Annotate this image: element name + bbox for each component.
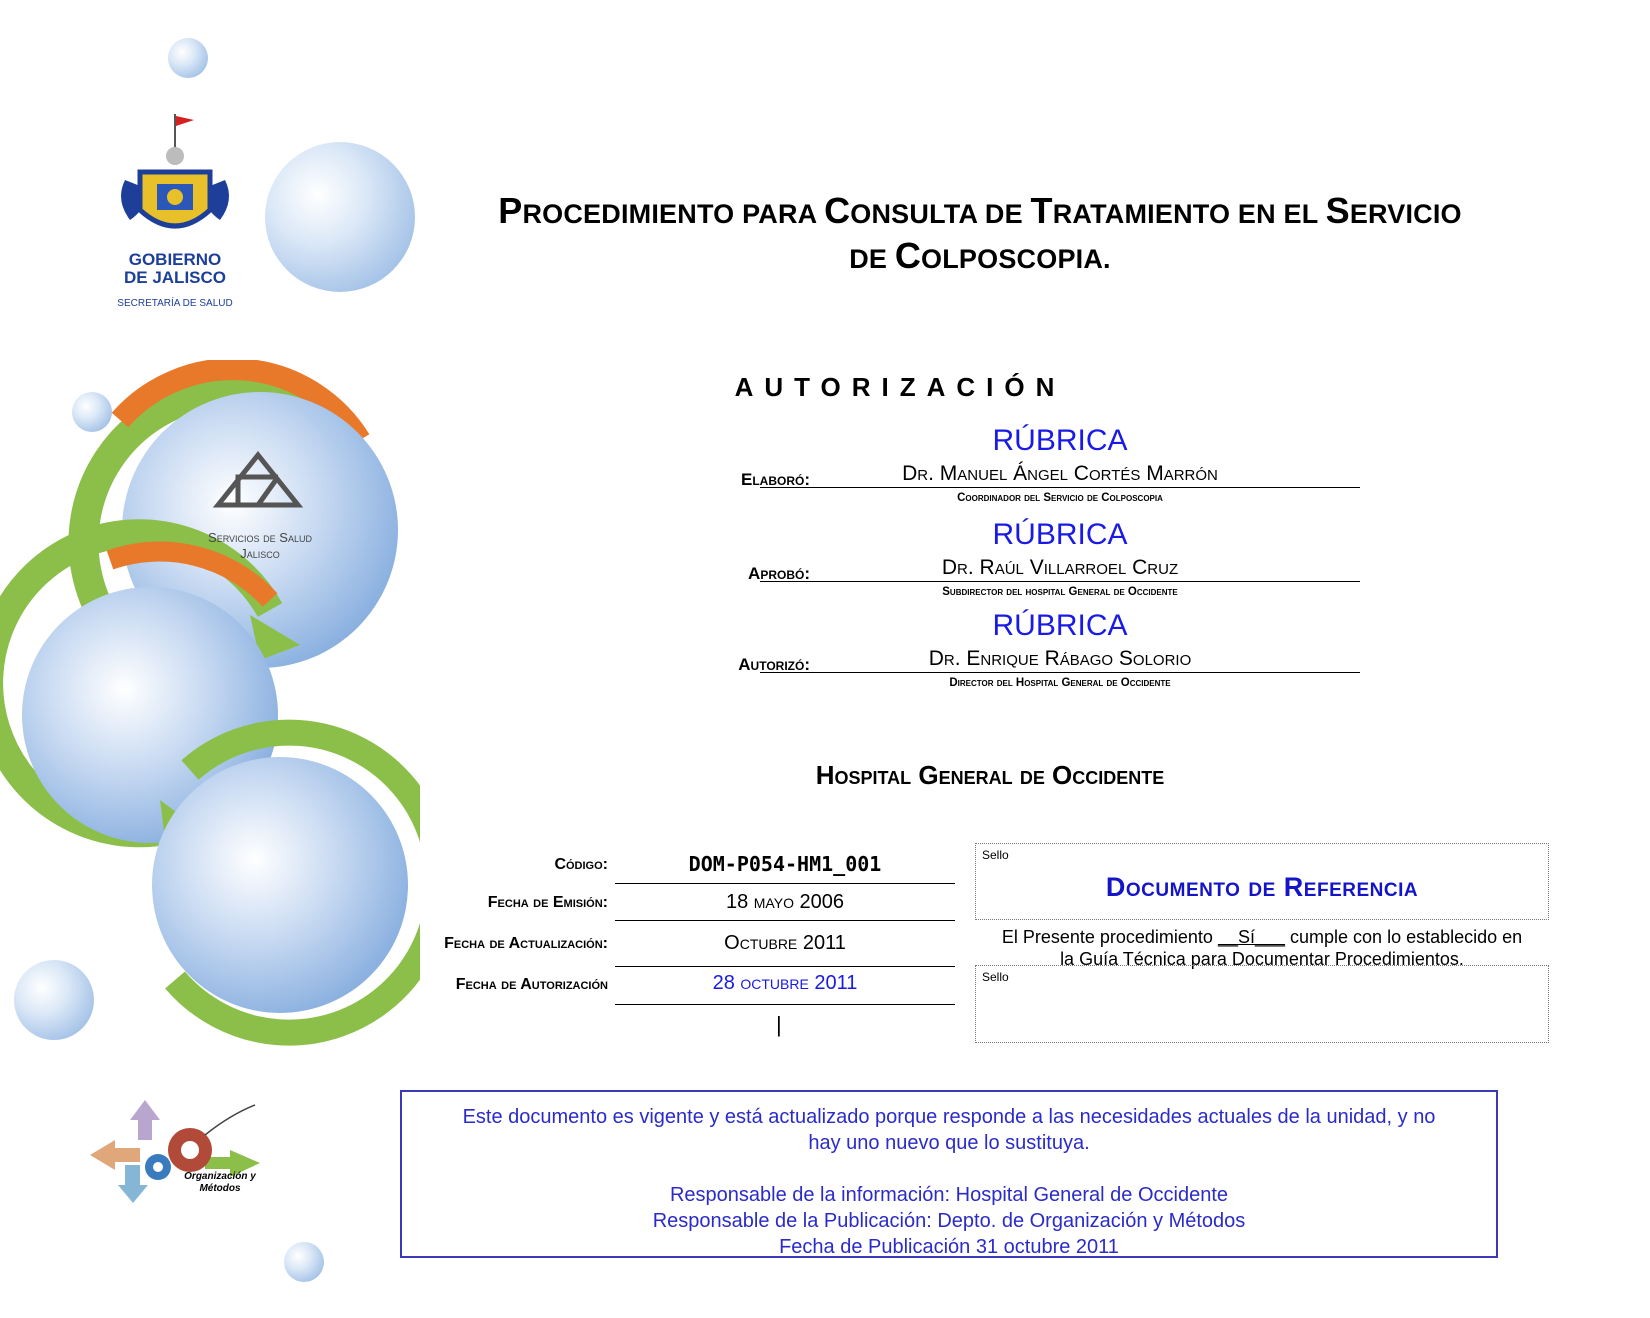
compliance-line-1 [975, 926, 1549, 948]
document-reference-title: Documento de Referencia [1105, 872, 1419, 902]
org-logo-line1: Organización y [184, 1171, 256, 1182]
codigo-value: DOM-P054-HM1_001 [688, 852, 882, 876]
field-line [615, 1004, 955, 1005]
signature-role: Autorizó: [738, 655, 810, 674]
signatory-name: Dr. Manuel Ángel Cortés Marrón [902, 462, 1218, 485]
signature-line [760, 581, 1360, 582]
signatory-name: Dr. Enrique Rábago Solorio [928, 647, 1192, 670]
actualizacion-label: Fecha de Actualización: [444, 935, 608, 952]
signature-block-elaboro [560, 424, 1260, 516]
ssj-logo-line1: Servicios de Salud [208, 530, 312, 545]
signature-block-autorizo [560, 609, 1260, 701]
field-line [615, 883, 955, 884]
signature-line [760, 487, 1360, 488]
gobierno-line3: SECRETARÍA DE SALUD [117, 298, 233, 309]
notice-line: Responsable de la información: Hospital General de Occidente [669, 1184, 1229, 1206]
field-line [615, 966, 955, 967]
compliance-answer: __Sí___ [1217, 927, 1286, 947]
organizacion-metodos-logo [90, 1095, 270, 1205]
compliance-post: cumple con lo establecido en [1285, 927, 1523, 947]
title-rest: ROCEDIMIENTO PARA [522, 199, 825, 229]
notice-line: Este documento es vigente y está actualizado porque responde a las necesidades actuales de la unidad, y no [462, 1106, 1436, 1128]
emision-label: Fecha de Emisión: [487, 894, 608, 911]
ssj-logo-line2: Jalisco [240, 546, 280, 561]
notice-line: Responsable de la Publicación: Depto. de Organización y Métodos [652, 1210, 1246, 1232]
sello-box-bottom [975, 965, 1549, 1043]
circular-arrows-graphic [0, 360, 420, 1060]
signatory-position: Coordinador del Servicio de Colposcopia [957, 492, 1163, 504]
gobierno-jalisco-logo [110, 110, 240, 310]
org-logo-line2: Métodos [199, 1183, 241, 1194]
title-cap: S [1325, 190, 1350, 231]
title-rest: DE [849, 244, 895, 274]
title-cap: P [498, 190, 523, 231]
compliance-pre: El Presente procedimiento [1001, 927, 1218, 947]
notice-spacer [402, 1156, 1496, 1182]
signature-rubrica: RÚBRICA [992, 609, 1128, 642]
validity-notice-box [400, 1090, 1498, 1258]
title-cap: T [1030, 190, 1053, 231]
signatory-position: Director del Hospital General de Occidente [949, 677, 1171, 689]
actualizacion-value: Octubre 2011 [724, 932, 846, 954]
signature-rubrica: RÚBRICA [992, 518, 1128, 551]
authorization-heading: AUTORIZACIÓN [734, 372, 1066, 402]
signature-rubrica: RÚBRICA [992, 424, 1128, 457]
sello-label: Sello [982, 848, 1009, 862]
sello-label: Sello [982, 970, 1009, 984]
hospital-name: Hospital General de Occidente [815, 760, 1165, 790]
signature-role: Elaboró: [741, 470, 810, 489]
gobierno-line1: GOBIERNO [128, 250, 222, 269]
text-cursor: | [776, 1012, 782, 1037]
title-line-1 [360, 190, 1600, 235]
coat-of-arms-icon [110, 110, 240, 250]
signatory-position: Subdirector del hospital General de Occidente [942, 586, 1178, 598]
signature-line [760, 672, 1360, 673]
notice-line: Fecha de Publicación 31 octubre 2011 [779, 1236, 1119, 1258]
sello-box-top [975, 843, 1549, 920]
decorative-bubble [284, 1242, 324, 1282]
compliance-statement [975, 926, 1549, 970]
notice-line: hay uno nuevo que lo sustituya. [808, 1132, 1090, 1154]
title-cap: C [824, 190, 851, 231]
autorizacion-value: 28 octubre 2011 [712, 972, 858, 994]
title-rest: RATAMIENTO EN EL [1052, 199, 1326, 229]
document-title [360, 190, 1600, 280]
title-rest: ERVICIO [1349, 199, 1462, 229]
title-line-2 [360, 235, 1600, 280]
decorative-bubble [168, 38, 208, 78]
autorizacion-label: Fecha de Autorización [455, 976, 608, 993]
gobierno-line2: DE JALISCO [123, 268, 227, 287]
signatory-name: Dr. Raúl Villarroel Cruz [941, 556, 1179, 579]
signature-role: Aprobó: [748, 564, 810, 583]
signature-block-aprobo [560, 518, 1260, 610]
codigo-label: Código: [554, 856, 608, 873]
title-rest: ONSULTA DE [850, 199, 1031, 229]
field-line [615, 920, 955, 921]
title-cap: C [894, 235, 922, 276]
emision-value: 18 mayo 2006 [725, 891, 845, 913]
title-rest: OLPOSCOPIA. [921, 244, 1111, 274]
compliance-line-2: la Guía Técnica para Documentar Procedimientos. [1060, 949, 1464, 969]
